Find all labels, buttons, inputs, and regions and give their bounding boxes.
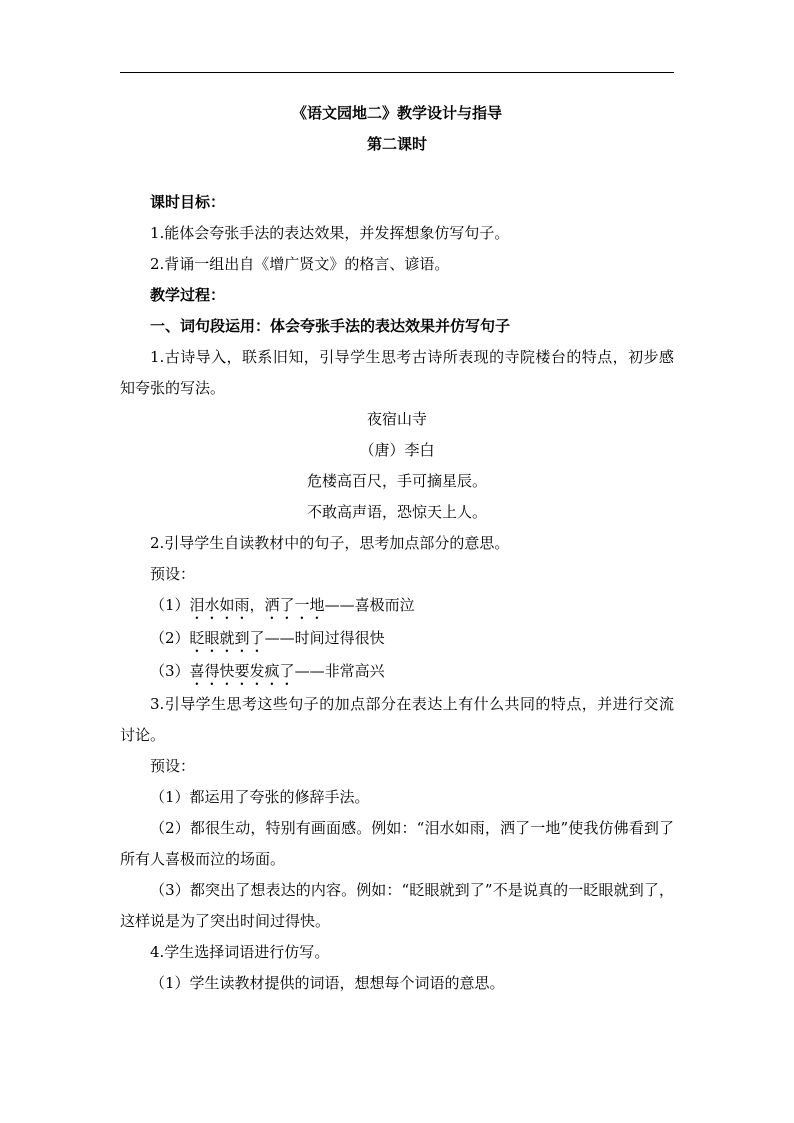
document-body bbox=[120, 98, 674, 999]
document-title: 《语文园地二》教学设计与指导 bbox=[291, 104, 502, 122]
poem-author: （唐）李白 bbox=[359, 441, 435, 459]
example-1-prefix: （1） bbox=[150, 596, 190, 614]
poem-title: 夜宿山寺 bbox=[366, 410, 427, 428]
answer-2: （2）都很生动，特别有画面感。例如：“泪水如雨，洒了一地”使我仿佛看到了所有人喜极而泣的场面。 bbox=[120, 819, 674, 868]
step-4-sub-1: （1）学生读教材提供的词语，想想每个词语的意思。 bbox=[150, 974, 505, 992]
step-1: 1.古诗导入，联系旧知，引导学生思考古诗所表现的寺院楼台的特点，初步感知夸张的写法。 bbox=[120, 348, 674, 397]
step-4: 4.学生选择词语进行仿写。 bbox=[150, 943, 330, 961]
example-1-emphasis: 泪水如雨，洒了一地 bbox=[189, 596, 325, 614]
answer-1: （1）都运用了夸张的修辞手法。 bbox=[150, 788, 370, 806]
example-3-meaning: ——非常高兴 bbox=[294, 662, 385, 680]
example-2-prefix: （2） bbox=[150, 629, 190, 647]
header-rule bbox=[120, 72, 674, 73]
example-2-meaning: ——时间过得很快 bbox=[264, 629, 385, 647]
step-2: 2.引导学生自读教材中的句子，思考加点部分的意思。 bbox=[150, 534, 510, 552]
example-1 bbox=[120, 590, 674, 623]
objective-2: 2.背诵一组出自《增广贤文》的格言、谚语。 bbox=[150, 255, 450, 273]
objectives-heading: 课时目标： bbox=[150, 193, 226, 211]
objective-1: 1.能体会夸张手法的表达效果，并发挥想象仿写句子。 bbox=[150, 224, 510, 242]
example-3-prefix: （3） bbox=[150, 662, 190, 680]
example-3 bbox=[120, 656, 674, 689]
poem-line-1: 危楼高百尺，手可摘星辰。 bbox=[306, 472, 487, 490]
answer-3: （3）都突出了想表达的内容。例如：“眨眼就到了”不是说真的一眨眼就到了，这样说是为了突出时间过得快。 bbox=[120, 881, 674, 930]
step-3: 3.引导学生思考这些句子的加点部分在表达上有什么共同的特点，并进行交流讨论。 bbox=[120, 695, 674, 744]
lesson-subtitle: 第二课时 bbox=[366, 135, 427, 153]
process-heading: 教学过程： bbox=[150, 286, 226, 304]
example-2 bbox=[120, 623, 674, 656]
example-1-meaning: ——喜极而泣 bbox=[324, 596, 415, 614]
preset-label-2: 预设： bbox=[150, 757, 196, 775]
section-1-heading: 一、词句段运用：体会夸张手法的表达效果并仿写句子 bbox=[150, 317, 511, 335]
example-3-emphasis: 喜得快要发疯了 bbox=[189, 662, 295, 680]
example-2-emphasis: 眨眼就到了 bbox=[189, 629, 265, 647]
poem-line-2: 不敢高声语，恐惊天上人。 bbox=[306, 503, 487, 521]
preset-label-1: 预设： bbox=[150, 565, 196, 583]
